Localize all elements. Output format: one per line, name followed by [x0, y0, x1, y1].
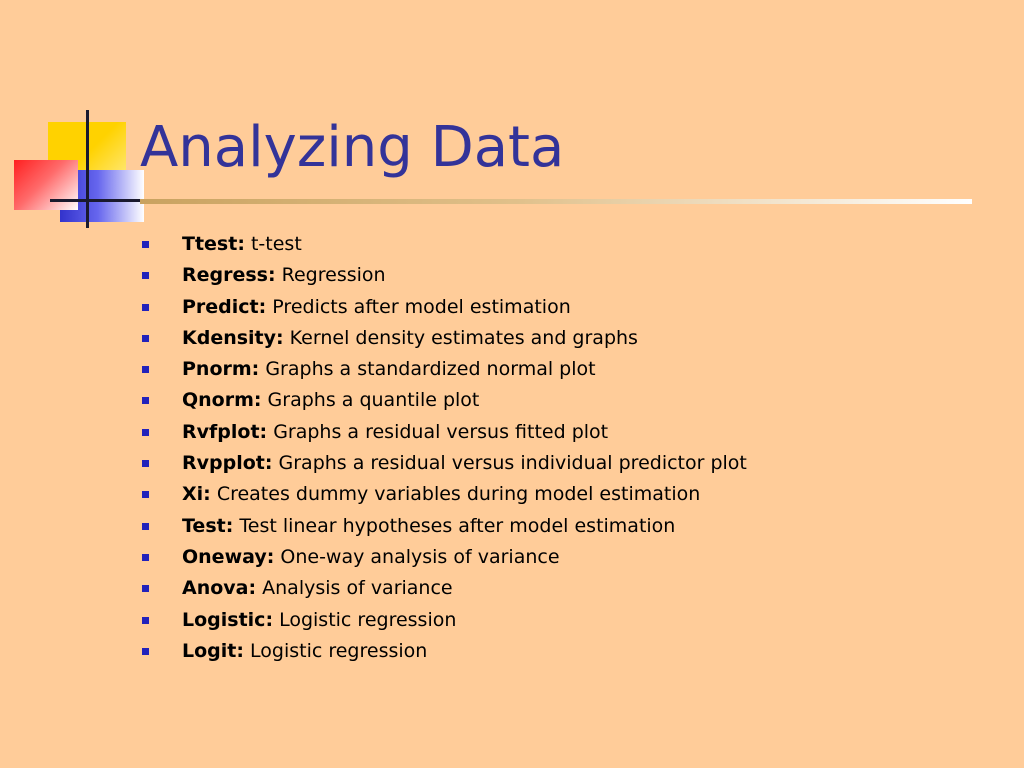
bullet-square-icon [142, 335, 149, 342]
title-underline [140, 199, 972, 204]
command-description: Graphs a residual versus fitted plot [273, 420, 609, 443]
command-name: Predict: [182, 295, 267, 318]
command-name: Kdensity: [182, 326, 284, 349]
command-name: Ttest: [182, 233, 245, 255]
list-item [142, 511, 747, 542]
command-description: Logistic regression [279, 608, 457, 631]
list-item [142, 605, 747, 636]
command-description: Graphs a residual versus individual predictor plot [278, 452, 747, 475]
command-name: Pnorm: [182, 358, 260, 381]
command-name: Oneway: [182, 545, 275, 568]
list-item [142, 417, 747, 448]
bullet-square-icon [142, 648, 149, 655]
command-name: Logistic: [182, 608, 274, 631]
list-item [142, 385, 747, 416]
bullet-list [142, 229, 747, 667]
vertical-line-graphic [86, 110, 89, 228]
command-name: Logit: [182, 639, 244, 662]
command-description: Regression [281, 264, 386, 287]
list-item [142, 292, 747, 323]
command-description: Graphs a standardized normal plot [265, 358, 596, 381]
list-item [142, 229, 747, 260]
list-item [142, 636, 747, 667]
command-name: Anova: [182, 577, 257, 600]
command-name: Xi: [182, 483, 211, 506]
command-description: Logistic regression [250, 639, 428, 662]
command-name: Rvfplot: [182, 420, 268, 443]
bullet-square-icon [142, 397, 149, 404]
command-description: Predicts after model estimation [272, 295, 571, 318]
red-square-graphic [14, 160, 78, 210]
command-name: Qnorm: [182, 389, 262, 412]
command-description: Creates dummy variables during model estimation [216, 483, 701, 506]
command-description: Graphs a quantile plot [267, 389, 480, 412]
list-item [142, 573, 747, 604]
bullet-square-icon [142, 460, 149, 467]
list-item [142, 354, 747, 385]
list-item [142, 260, 747, 291]
command-description: One-way analysis of variance [280, 545, 560, 568]
bullet-square-icon [142, 523, 149, 530]
command-name: Test: [182, 514, 234, 537]
bullet-square-icon [142, 491, 149, 498]
list-item [142, 448, 747, 479]
horizontal-line-graphic [50, 199, 150, 202]
command-description: Kernel density estimates and graphs [289, 326, 638, 349]
slide-title: Analyzing Data [140, 115, 565, 180]
bullet-square-icon [142, 585, 149, 592]
bullet-square-icon [142, 241, 149, 248]
list-item [142, 323, 747, 354]
bullet-square-icon [142, 617, 149, 624]
list-item [142, 479, 747, 510]
command-description: Analysis of variance [262, 577, 453, 600]
decorative-logo [0, 0, 160, 240]
command-description: t-test [250, 233, 302, 255]
command-name: Regress: [182, 264, 276, 287]
bullet-square-icon [142, 429, 149, 436]
command-description: Test linear hypotheses after model estimation [239, 514, 676, 537]
list-item [142, 542, 747, 573]
bullet-square-icon [142, 304, 149, 311]
bullet-square-icon [142, 366, 149, 373]
command-name: Rvpplot: [182, 452, 273, 475]
bullet-square-icon [142, 554, 149, 561]
bullet-square-icon [142, 272, 149, 279]
